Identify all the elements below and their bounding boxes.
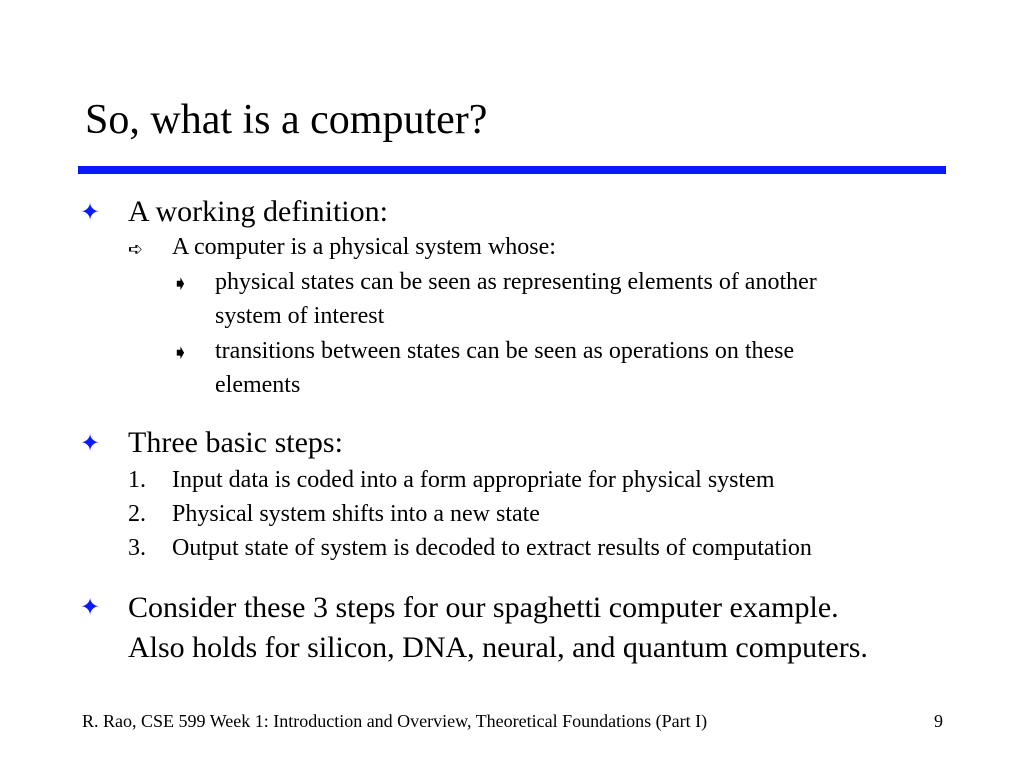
subsub-bullet-line: physical states can be seen as representing elements of another: [215, 269, 817, 295]
bullet-line: Also holds for silicon, DNA, neural, and quantum computers.: [128, 631, 868, 664]
step-number: 2.: [128, 501, 146, 527]
sub-bullet-text: A computer is a physical system whose:: [172, 234, 556, 260]
bullet-star-icon: ✦: [80, 200, 101, 226]
subsub-bullet-icon: ➧: [172, 273, 189, 295]
step-text: Physical system shifts into a new state: [172, 501, 540, 527]
step-number: 3.: [128, 535, 146, 561]
bullet-star-icon: ✦: [80, 431, 101, 457]
bullet-line: Consider these 3 steps for our spaghetti computer example.: [128, 591, 839, 624]
bullet-text: Three basic steps:: [128, 426, 343, 459]
bullet-star-icon: ✦: [80, 595, 101, 621]
subsub-bullet-line: transitions between states can be seen as operations on these: [215, 338, 795, 364]
page-number: 9: [934, 711, 943, 731]
step-text: Input data is coded into a form appropriate for physical system: [172, 467, 775, 493]
slide-footer: R. Rao, CSE 599 Week 1: Introduction and Overview, Theoretical Foundations (Part I): [82, 711, 708, 731]
step-text: Output state of system is decoded to extract results of computation: [172, 535, 812, 561]
sub-arrow-icon: ➪: [128, 239, 144, 259]
step-number: 1.: [128, 467, 146, 493]
subsub-bullet-line: elements: [215, 372, 301, 398]
subsub-bullet-line: system of interest: [215, 303, 385, 329]
title-divider: [78, 166, 946, 174]
subsub-bullet-icon: ➧: [172, 342, 189, 364]
bullet-text: A working definition:: [128, 195, 388, 228]
slide-title: So, what is a computer?: [85, 97, 488, 143]
